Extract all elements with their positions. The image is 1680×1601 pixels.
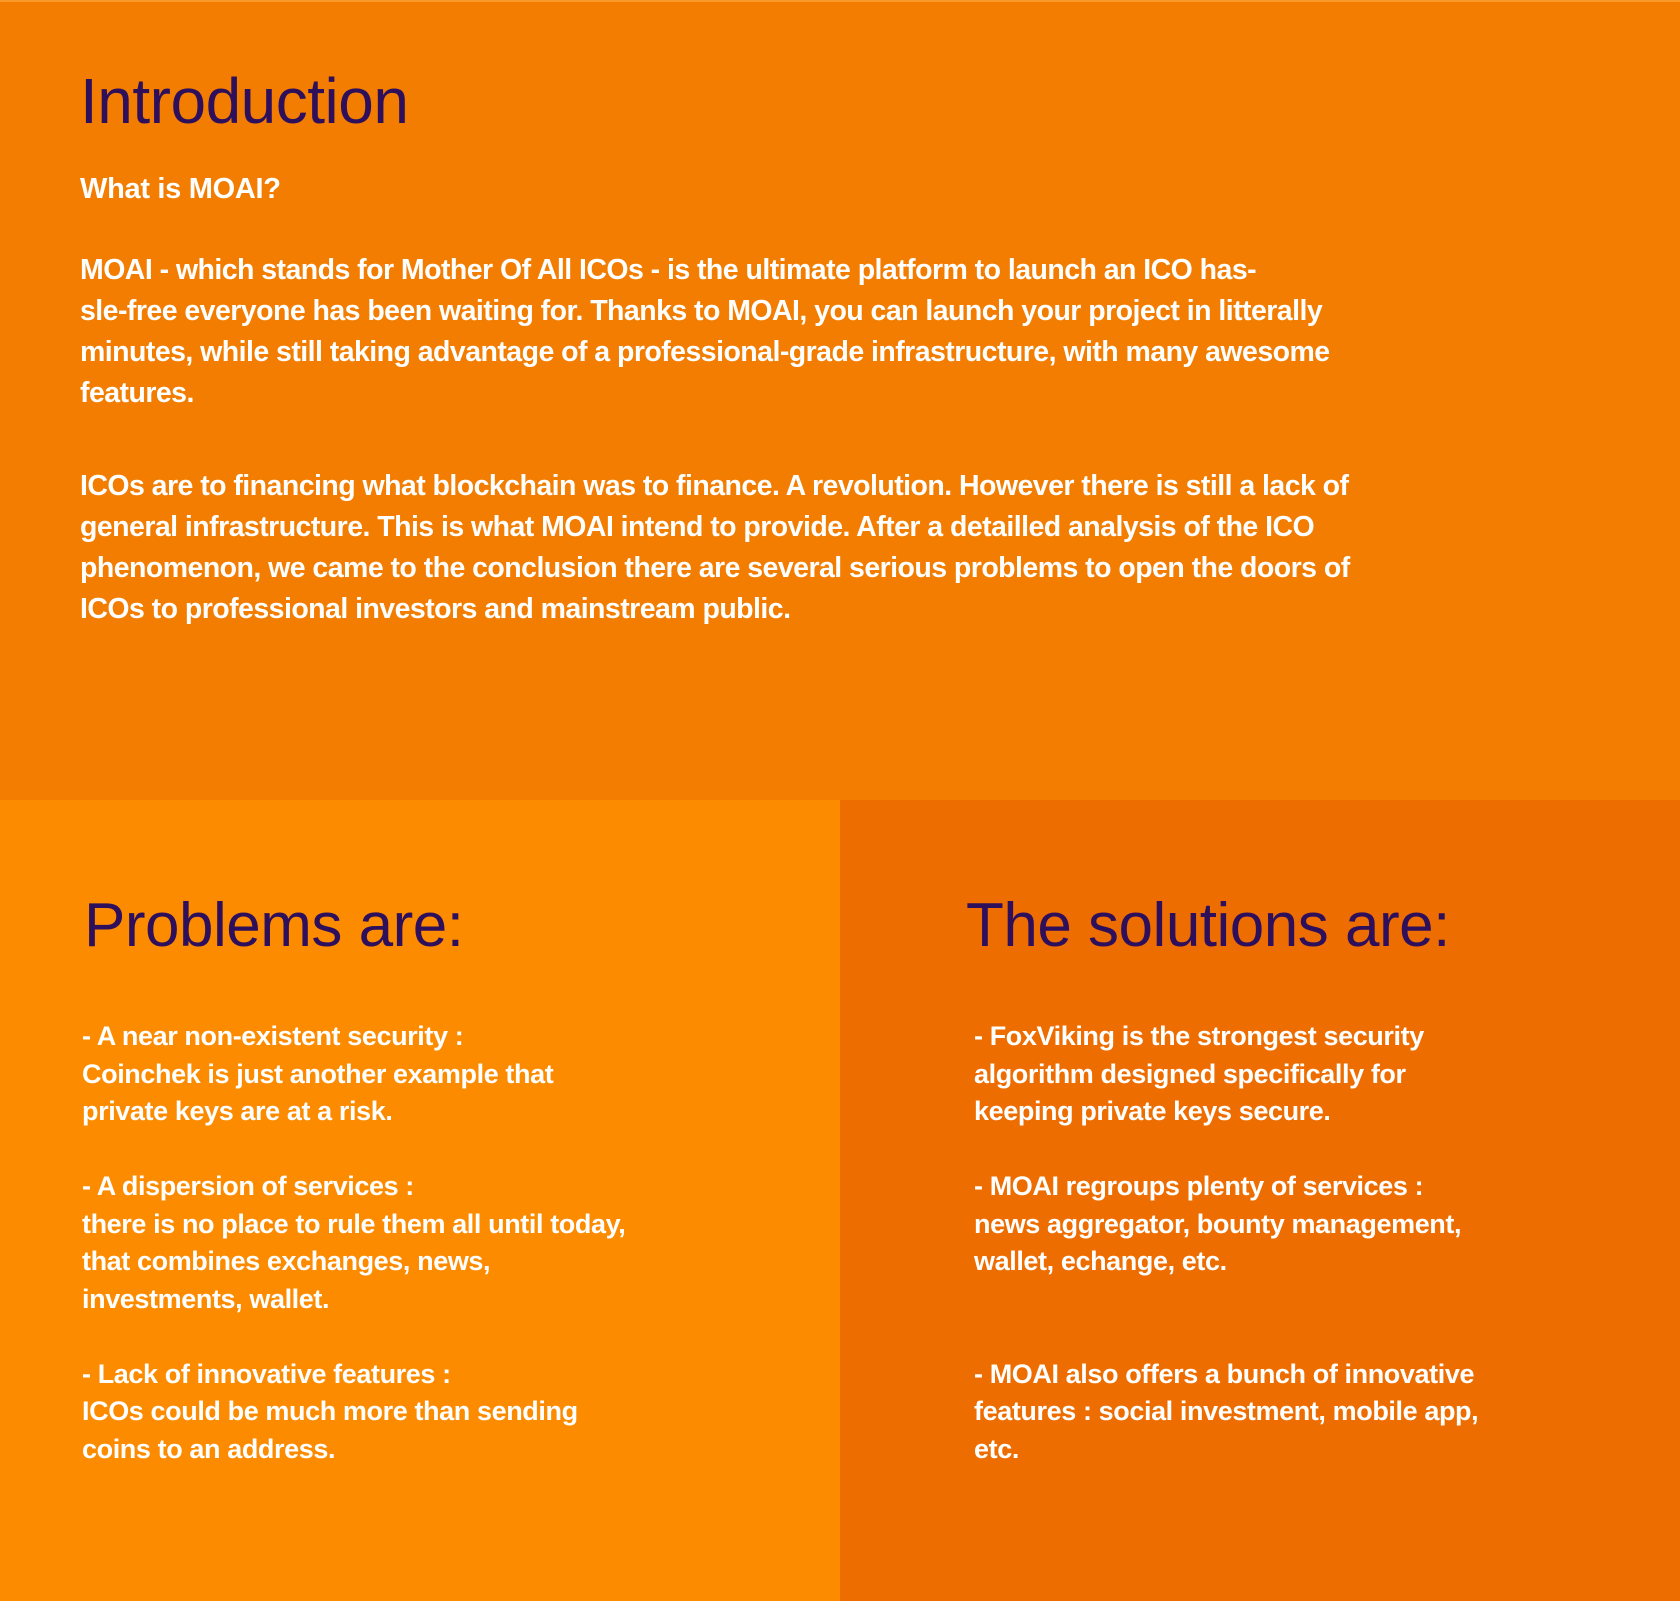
solution-item-line: keeping private keys secure. — [974, 1096, 1331, 1126]
paragraph-line: minutes, while still taking advantage of a professional-grade infrastructure, with many awesome — [80, 336, 1330, 368]
spacer — [974, 1281, 1478, 1356]
problem-item-line: ICOs could be much more than sending — [82, 1396, 578, 1426]
intro-paragraph-1 — [80, 250, 1330, 414]
solution-item-line: wallet, echange, etc. — [974, 1246, 1227, 1276]
problem-item-title: - Lack of innovative features : — [82, 1358, 451, 1389]
solution-item-title: - MOAI regroups plenty of services : — [974, 1171, 1424, 1201]
solution-item-line: features : social investment, mobile app, — [974, 1396, 1479, 1426]
what-is-moai-subheading: What is MOAI? — [80, 173, 281, 205]
solution-item-security — [974, 1018, 1478, 1131]
problem-item-line: Coinchek is just another example that — [82, 1058, 554, 1089]
problem-item-title: - A dispersion of services : — [82, 1171, 414, 1201]
paragraph-line: ICOs are to financing what blockchain was to finance. A revolution. However there is still a lack of — [80, 470, 1349, 502]
paragraph-line: features. — [80, 377, 194, 409]
spacer — [82, 1318, 625, 1356]
solution-item-line: news aggregator, bounty management, — [974, 1208, 1462, 1239]
solution-item-line: etc. — [974, 1433, 1019, 1464]
problems-list — [82, 1018, 625, 1468]
solutions-list — [974, 1018, 1478, 1468]
problem-item-line: there is no place to rule them all until today, — [82, 1208, 626, 1239]
paragraph-line: MOAI - which stands for Mother Of All ICOs - is the ultimate platform to launch an ICO has- — [80, 254, 1257, 286]
solution-item-title: - FoxViking is the strongest security — [974, 1021, 1424, 1051]
problem-item-title: - A near non-existent security : — [82, 1021, 464, 1051]
solutions-heading: The solutions are: — [966, 891, 1450, 960]
introduction-heading: Introduction — [80, 65, 409, 137]
paragraph-line: sle-free everyone has been waiting for. Thanks to MOAI, you can launch your project in litterally — [80, 295, 1323, 327]
solution-item-line: algorithm designed specifically for — [974, 1058, 1406, 1089]
problem-item-dispersion — [82, 1168, 625, 1318]
solution-item-innovation — [974, 1356, 1478, 1469]
problem-item-line: that combines exchanges, news, — [82, 1246, 491, 1276]
problem-item-security — [82, 1018, 625, 1131]
paragraph-line: general infrastructure. This is what MOAI intend to provide. After a detailled analysis of the ICO — [80, 511, 1315, 543]
solution-item-title: - MOAI also offers a bunch of innovative — [974, 1358, 1475, 1389]
spacer — [82, 1131, 625, 1169]
introduction-section — [0, 0, 1680, 800]
solution-item-services — [974, 1168, 1478, 1281]
paragraph-line: ICOs to professional investors and mainstream public. — [80, 593, 791, 625]
problem-item-line: investments, wallet. — [82, 1283, 330, 1314]
spacer — [974, 1131, 1478, 1169]
intro-paragraph-2 — [80, 466, 1350, 630]
problem-item-line: private keys are at a risk. — [82, 1096, 393, 1126]
problems-heading: Problems are: — [84, 891, 464, 960]
problem-item-line: coins to an address. — [82, 1433, 336, 1464]
paragraph-line: phenomenon, we came to the conclusion there are several serious problems to open the doors of — [80, 552, 1350, 584]
problem-item-innovation — [82, 1356, 625, 1469]
